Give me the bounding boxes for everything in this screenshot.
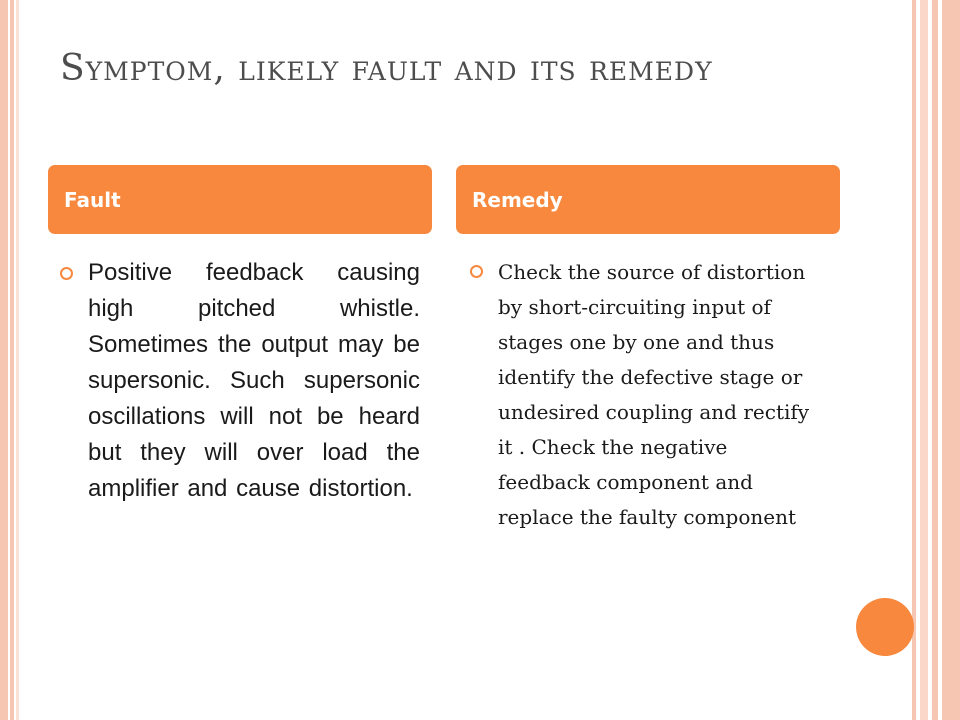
bullet-icon <box>470 265 483 278</box>
remedy-header-label: Remedy <box>472 187 563 212</box>
remedy-description: Check the source of distortion by short-circuiting input of stages one by one and thus identify the defective stage or undesired coupling and rectify it . Check the negative feedback component and replace the faulty component <box>498 260 810 529</box>
fault-header-label: Fault <box>64 187 121 212</box>
slide-title: Symptom, likely fault and its remedy <box>60 48 713 89</box>
fault-header <box>48 165 432 234</box>
fault-column <box>60 255 420 507</box>
fault-description: Positive feedback causing high pitched whistle. Sometimes the output may be supersonic. Such supersonic oscillations will not be heard but they will over load the amplifier and cause distortion. <box>88 259 420 502</box>
decorative-circle <box>856 598 914 656</box>
remedy-column <box>470 255 820 535</box>
left-decorative-border <box>0 0 20 720</box>
remedy-header <box>456 165 840 234</box>
right-decorative-border <box>912 0 960 720</box>
bullet-icon <box>60 267 73 280</box>
